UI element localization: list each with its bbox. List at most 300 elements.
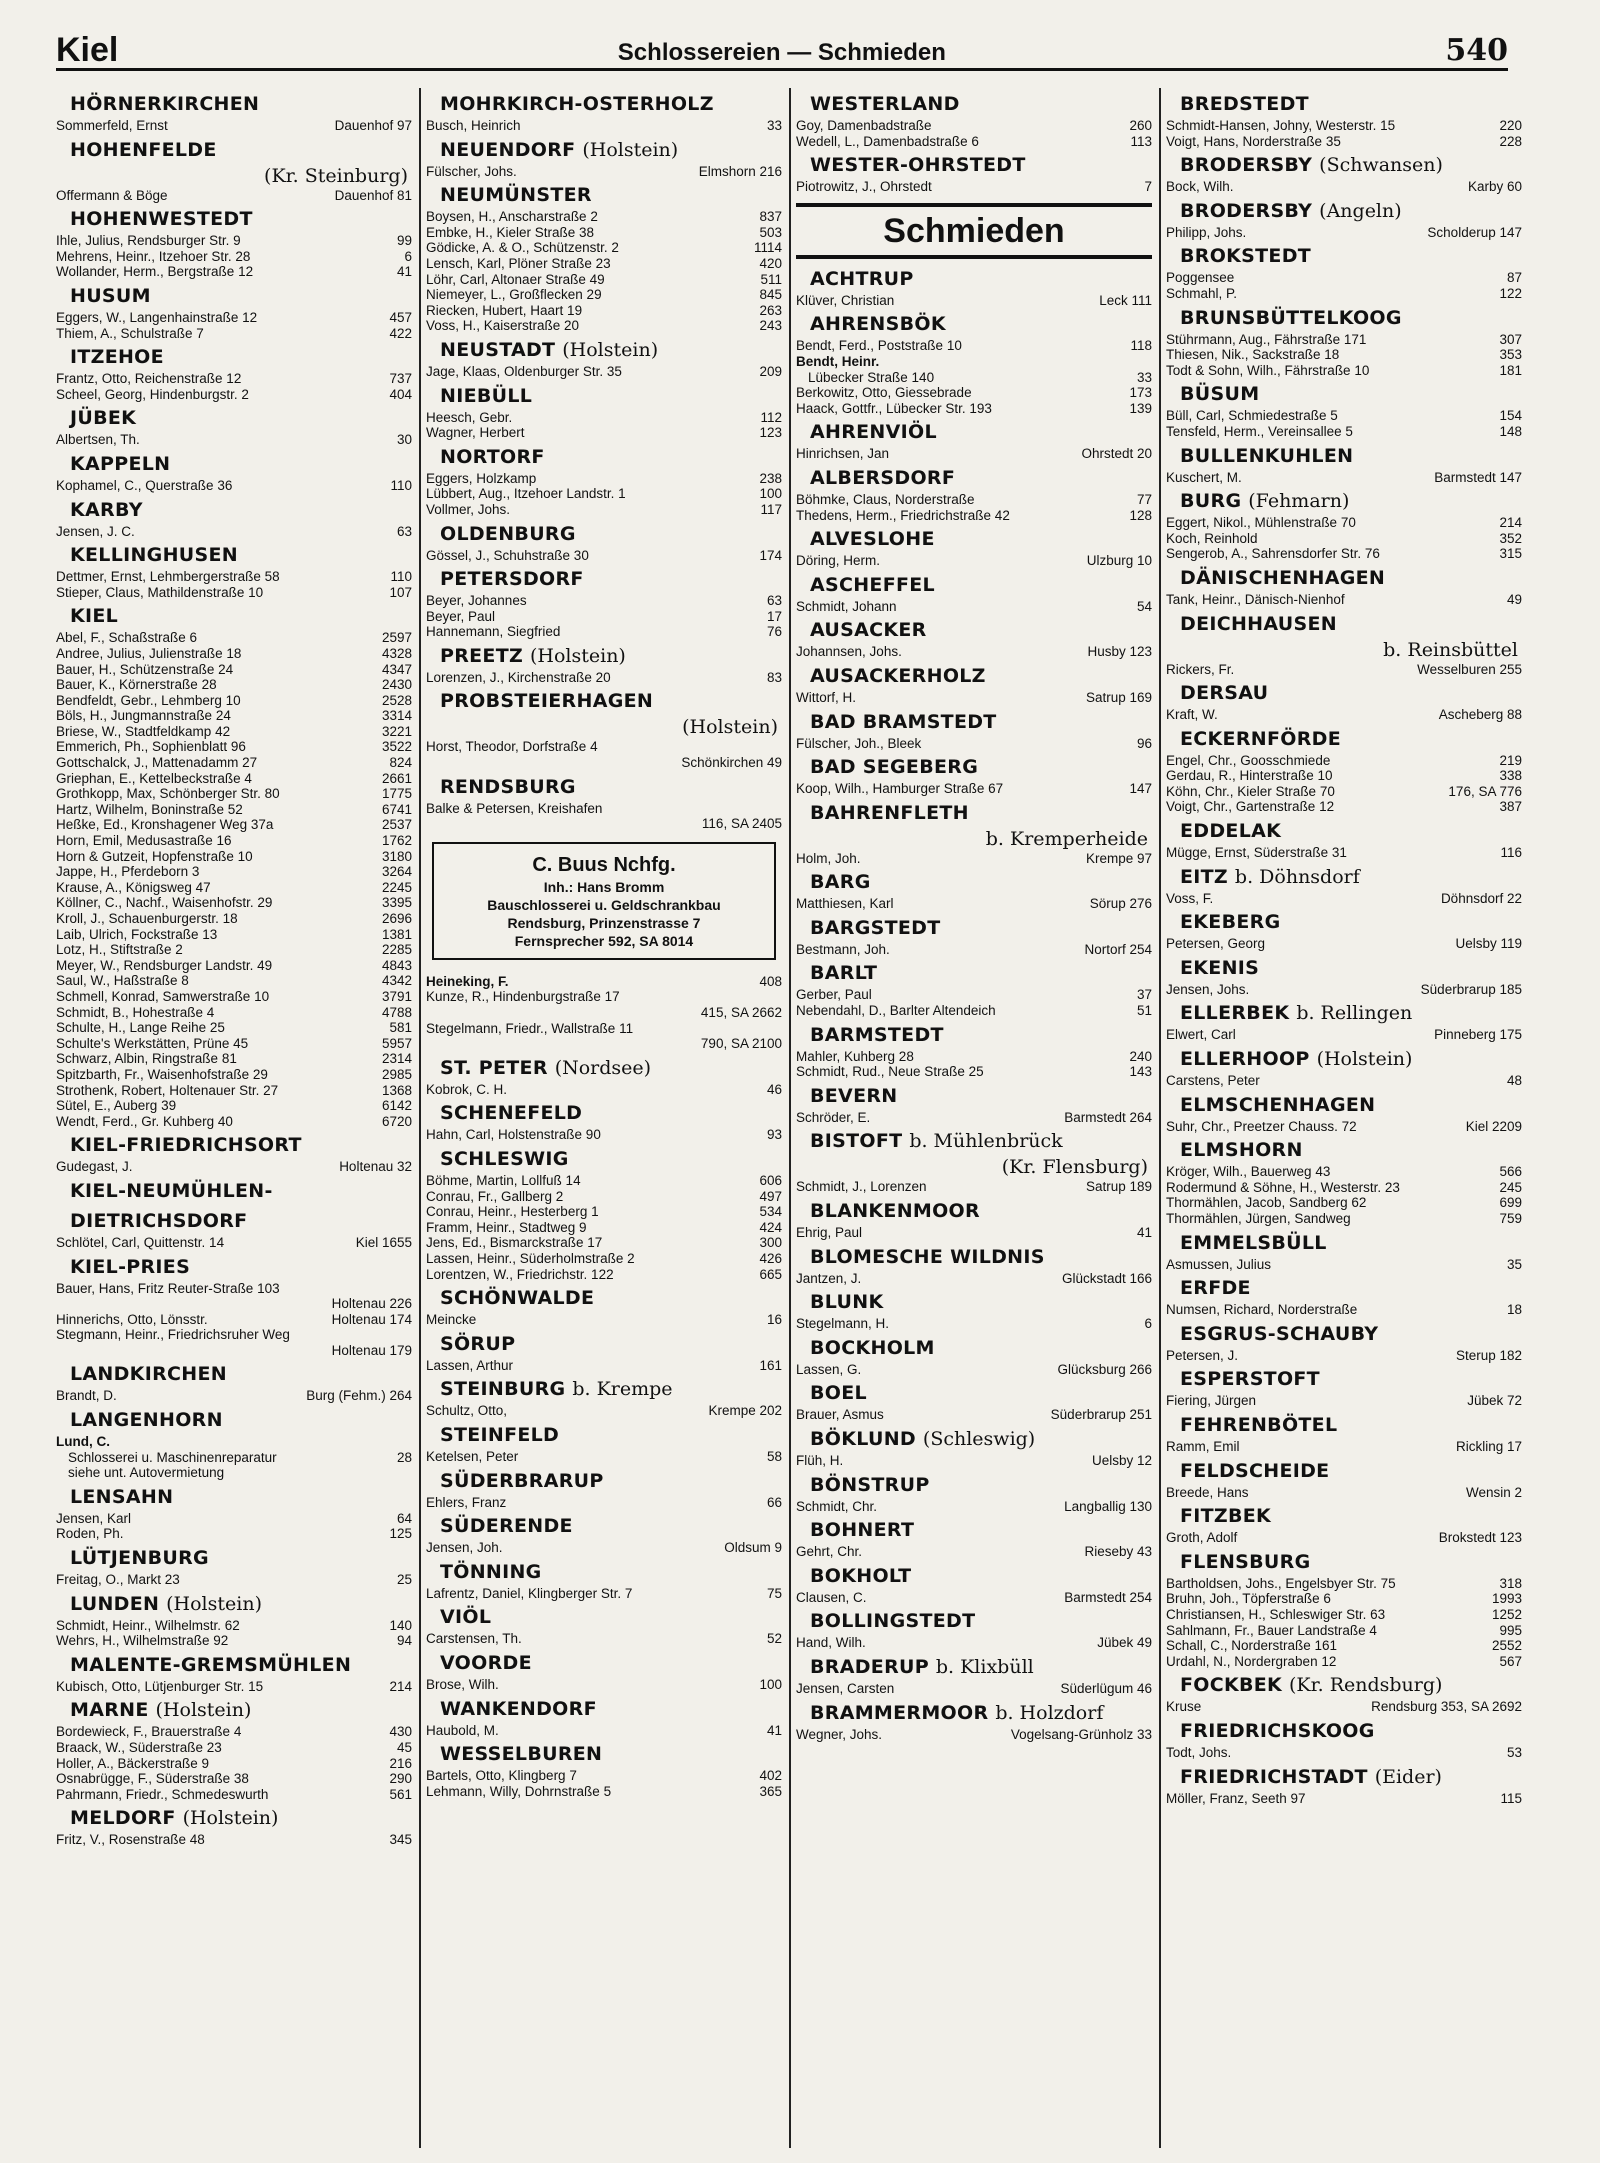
listing-entry bbox=[56, 1740, 412, 1756]
town-name: FEHRENBÖTEL bbox=[1180, 1413, 1338, 1436]
entry-name: Ketelsen, Peter bbox=[426, 1448, 519, 1464]
listing-entry bbox=[426, 1358, 782, 1374]
entry-phone: 4347 bbox=[381, 661, 412, 677]
ad-line: Inh.: Hans Bromm bbox=[543, 878, 665, 895]
entry-phone: 64 bbox=[396, 1510, 412, 1526]
town-name: ESGRUS-SCHAUBY bbox=[1180, 1322, 1379, 1345]
entry-name: Jensen, Joh. bbox=[426, 1540, 503, 1556]
entry-phone: 219 bbox=[1499, 752, 1522, 768]
entry-name: Kunze, R., Hindenburgstraße 17 bbox=[426, 989, 620, 1005]
entry-name: Wollander, Herm., Bergstraße 12 bbox=[56, 264, 254, 280]
listing-entry bbox=[426, 1540, 782, 1556]
listing-entry bbox=[796, 1681, 1152, 1697]
entry-name: Wegner, Johs. bbox=[796, 1726, 883, 1742]
town-name: NORTORF bbox=[440, 445, 545, 468]
entry-phone: 737 bbox=[389, 371, 412, 387]
entry-name: Schmahl, P. bbox=[1166, 285, 1238, 301]
entry-name: Sommerfeld, Ernst bbox=[56, 118, 168, 133]
entry-name: Nebendahl, D., Barlter Altendeich bbox=[796, 1003, 996, 1019]
entry-phone: Burg (Fehm.) 264 bbox=[306, 1388, 412, 1404]
entry-name: Sütel, E., Auberg 39 bbox=[56, 1098, 177, 1114]
entry-name: Gössel, J., Schuhstraße 30 bbox=[426, 547, 589, 563]
town-heading bbox=[1166, 1274, 1522, 1302]
town-subtitle: (Holstein) bbox=[682, 716, 778, 739]
listing-entry bbox=[796, 1271, 1152, 1287]
listing-entry bbox=[56, 1005, 412, 1021]
entry-phone: 112 bbox=[760, 409, 782, 425]
entry-phone: 245 bbox=[1499, 1179, 1522, 1195]
listing-entry bbox=[796, 1453, 1152, 1469]
entry-phone: Pinneberg 175 bbox=[1434, 1027, 1522, 1043]
town-name: HOHENWESTEDT bbox=[70, 208, 253, 231]
listing-entry bbox=[426, 1127, 782, 1143]
town-heading bbox=[426, 1054, 782, 1082]
listing-entry bbox=[56, 802, 412, 818]
listing-entry bbox=[796, 492, 1152, 508]
entry-name: Lübbert, Aug., Itzehoer Landstr. 1 bbox=[426, 486, 626, 502]
entry-phone: 96 bbox=[1136, 735, 1152, 751]
town-heading bbox=[1166, 564, 1522, 592]
listing-entry bbox=[796, 1362, 1152, 1378]
entry-phone: 307 bbox=[1499, 331, 1522, 347]
entry-phone: Kiel 2209 bbox=[1465, 1118, 1522, 1134]
town-suffix: (Schwansen) bbox=[1319, 154, 1443, 177]
listing-entry bbox=[56, 1235, 412, 1251]
entry-phone: 1381 bbox=[381, 926, 412, 942]
town-suffix: (Holstein) bbox=[182, 1807, 279, 1830]
listing-entry bbox=[1166, 982, 1522, 998]
town-name: BAHRENFLETH bbox=[810, 801, 969, 824]
listing-entry bbox=[56, 478, 412, 494]
town-name: KIEL-PRIES bbox=[70, 1255, 191, 1278]
ad-title: C. Buus Nchfg. bbox=[532, 853, 676, 876]
listing-entry bbox=[1166, 1576, 1522, 1592]
listing-entry bbox=[56, 1343, 412, 1359]
entry-name: Johannsen, Johs. bbox=[796, 644, 902, 660]
listing-entry bbox=[426, 1495, 782, 1511]
entry-phone: 2661 bbox=[381, 770, 412, 786]
entry-name: Böhmke, Claus, Norderstraße bbox=[796, 491, 975, 507]
entry-phone: 128 bbox=[1129, 507, 1152, 523]
town-name: BRUNSBÜTTELKOOG bbox=[1180, 306, 1402, 329]
entry-name: Thiem, A., Schulstraße 7 bbox=[56, 325, 204, 341]
entry-phone: 2537 bbox=[381, 817, 412, 833]
listing-entry bbox=[56, 1771, 412, 1787]
entry-name: Schlötel, Carl, Quittenstr. 14 bbox=[56, 1234, 225, 1250]
entry-phone: 173 bbox=[1129, 385, 1152, 401]
entry-phone: Krempe 97 bbox=[1085, 850, 1152, 866]
listing-entry bbox=[56, 264, 412, 280]
entry-name: Dettmer, Ernst, Lehmbergerstraße 58 bbox=[56, 569, 280, 585]
entry-phone: Barmstedt 254 bbox=[1064, 1589, 1152, 1605]
column-2 bbox=[426, 88, 782, 2148]
entry-phone: Glückstadt 166 bbox=[1061, 1270, 1152, 1286]
town-name: AHRENVIÖL bbox=[810, 421, 937, 444]
listing-entry bbox=[1166, 225, 1522, 241]
entry-phone: 2528 bbox=[381, 692, 412, 708]
town-heading bbox=[56, 1544, 412, 1572]
entry-name: Bendt, Ferd., Poststraße 10 bbox=[796, 338, 962, 354]
entry-phone: 6 bbox=[404, 248, 412, 264]
entry-phone: 209 bbox=[759, 363, 782, 379]
listing-entry bbox=[426, 1220, 782, 1236]
entry-name: Asmussen, Julius bbox=[1166, 1256, 1272, 1272]
town-subtitle: (Kr. Flensburg) bbox=[1001, 1156, 1148, 1179]
listing-entry bbox=[56, 1296, 412, 1312]
town-heading bbox=[1166, 151, 1522, 179]
town-name: BARMSTEDT bbox=[810, 1023, 944, 1046]
entry-phone: 75 bbox=[766, 1585, 782, 1601]
town-name: FRIEDRICHSTADT bbox=[1180, 1765, 1368, 1788]
town-name: BEVERN bbox=[810, 1084, 898, 1107]
listing-entry bbox=[56, 662, 412, 678]
town-heading bbox=[796, 1334, 1152, 1362]
town-name: BARGSTEDT bbox=[810, 916, 941, 939]
entry-phone: 94 bbox=[396, 1633, 412, 1649]
entry-phone: 100 bbox=[759, 1676, 782, 1692]
entry-phone: 4843 bbox=[381, 957, 412, 973]
entry-name: Wehrs, H., Wilhelmstraße 92 bbox=[56, 1633, 229, 1649]
listing-entry bbox=[796, 1544, 1152, 1560]
entry-name: Clausen, C. bbox=[796, 1589, 867, 1605]
section-heading: Schmieden bbox=[796, 203, 1152, 259]
listing-entry bbox=[56, 771, 412, 787]
entry-phone: 995 bbox=[1499, 1622, 1522, 1638]
entry-name: Petersen, J. bbox=[1166, 1347, 1239, 1363]
town-name: AUSACKERHOLZ bbox=[810, 664, 986, 687]
entry-phone: 52 bbox=[766, 1631, 782, 1647]
town-heading bbox=[1166, 1671, 1522, 1699]
town-heading bbox=[426, 1145, 782, 1173]
listing-entry bbox=[56, 895, 412, 911]
entry-name: Eggers, Holzkamp bbox=[426, 470, 537, 486]
listing-entry bbox=[796, 1727, 1152, 1743]
town-heading bbox=[56, 205, 412, 233]
town-suffix: (Schleswig) bbox=[922, 1428, 1036, 1450]
town-heading bbox=[426, 1421, 782, 1449]
entry-phone: 99 bbox=[396, 233, 412, 249]
town-name: OLDENBURG bbox=[440, 522, 576, 545]
entry-phone: 176, SA 776 bbox=[1448, 783, 1522, 799]
listing-entry bbox=[1166, 753, 1522, 769]
listing-entry bbox=[1166, 1439, 1522, 1455]
town-name: WESTER-OHRSTEDT bbox=[810, 154, 1026, 177]
entry-phone: 123 bbox=[759, 425, 782, 441]
entry-phone: 790, SA 2100 bbox=[700, 1036, 782, 1052]
entry-phone: 1775 bbox=[381, 786, 412, 802]
town-suffix: b. Mühlenbrück bbox=[909, 1130, 1063, 1153]
town-heading bbox=[796, 708, 1152, 736]
town-name: BARLT bbox=[810, 962, 878, 985]
entry-name: Grothkopp, Max, Schönberger Str. 80 bbox=[56, 786, 280, 802]
listing-entry bbox=[796, 118, 1152, 134]
town-heading bbox=[56, 1406, 412, 1434]
entry-name: Bartholdsen, Johs., Engelsbyer Str. 75 bbox=[1166, 1575, 1396, 1591]
entry-name: Schmidt, Johann bbox=[796, 598, 897, 614]
town-name: BOHNERT bbox=[810, 1519, 915, 1542]
town-name: ELMSCHENHAGEN bbox=[1180, 1093, 1376, 1116]
entry-phone: 4342 bbox=[381, 973, 412, 989]
column-divider bbox=[419, 88, 421, 2148]
town-heading bbox=[56, 1177, 412, 1205]
town-name: NEUMÜNSTER bbox=[440, 184, 592, 207]
entry-name: Heineking, F. bbox=[426, 973, 509, 989]
entry-phone: 352 bbox=[1499, 530, 1522, 546]
entry-phone: 3180 bbox=[381, 848, 412, 864]
town-name: STEINBURG bbox=[440, 1378, 566, 1401]
entry-phone: Karby 60 bbox=[1467, 179, 1522, 195]
entry-phone: Rickling 17 bbox=[1455, 1438, 1522, 1454]
town-heading bbox=[796, 1379, 1152, 1407]
entry-name: Scheel, Georg, Hindenburgstr. 2 bbox=[56, 386, 249, 402]
town-heading bbox=[796, 90, 1152, 118]
town-heading bbox=[796, 151, 1152, 179]
listing-entry bbox=[426, 364, 782, 380]
listing-entry bbox=[426, 609, 782, 625]
entry-phone: 125 bbox=[389, 1526, 412, 1542]
listing-entry bbox=[796, 690, 1152, 706]
entry-name: Stegelmann, H. bbox=[796, 1316, 890, 1332]
entry-phone: Jübek 49 bbox=[1097, 1635, 1152, 1651]
listing-entry bbox=[56, 1327, 412, 1343]
entry-phone: Holtenau 179 bbox=[331, 1342, 412, 1358]
entry-name: Kraft, W. bbox=[1166, 707, 1218, 723]
entry-phone: Holtenau 226 bbox=[331, 1296, 412, 1312]
column-4 bbox=[1166, 88, 1522, 2148]
entry-phone: Uelsby 119 bbox=[1455, 936, 1522, 952]
town-heading bbox=[56, 1360, 412, 1388]
listing-entry bbox=[796, 781, 1152, 797]
entry-phone: 424 bbox=[759, 1219, 782, 1235]
entry-name: Briese, W., Stadtfeldkamp 42 bbox=[56, 723, 231, 739]
listing-entry bbox=[56, 880, 412, 896]
entry-name: Bestmann, Joh. bbox=[796, 941, 890, 957]
town-name: BREDSTEDT bbox=[1180, 93, 1309, 115]
entry-name: Jensen, Karl bbox=[56, 1510, 132, 1526]
listing-entry bbox=[1166, 936, 1522, 952]
entry-name: Kophamel, C., Querstraße 36 bbox=[56, 477, 233, 493]
entry-phone: 2285 bbox=[381, 942, 412, 958]
listing-entry bbox=[1166, 1791, 1522, 1807]
entry-name: Urdahl, N., Nordergraben 12 bbox=[1166, 1653, 1337, 1669]
entry-name: Todt & Sohn, Wilh., Fährstraße 10 bbox=[1166, 362, 1370, 378]
entry-name: Bordewieck, F., Brauerstraße 4 bbox=[56, 1724, 242, 1740]
listing-entry bbox=[1166, 408, 1522, 424]
listing-entry bbox=[426, 1251, 782, 1267]
entry-name: Lehmann, Willy, Dohrnstraße 5 bbox=[426, 1783, 612, 1799]
town-heading bbox=[796, 753, 1152, 781]
town-heading bbox=[1166, 242, 1522, 270]
entry-phone: 300 bbox=[759, 1235, 782, 1251]
listing-entry bbox=[56, 1083, 412, 1099]
entry-name: Lassen, Arthur bbox=[426, 1357, 514, 1373]
entry-phone: 17 bbox=[766, 608, 782, 624]
entry-name: Thedens, Herm., Friedrichstraße 42 bbox=[796, 507, 1010, 523]
listing-entry bbox=[796, 401, 1152, 417]
town-suffix: (Nordsee) bbox=[554, 1056, 652, 1079]
town-heading bbox=[56, 136, 412, 164]
entry-phone: 837 bbox=[759, 209, 782, 225]
entry-phone: 2985 bbox=[381, 1066, 412, 1082]
town-name: STEINFELD bbox=[440, 1423, 560, 1446]
entry-phone: Leck 111 bbox=[1099, 292, 1152, 308]
entry-name: Bauer, Hans, Fritz Reuter-Straße 103 bbox=[56, 1280, 280, 1296]
town-heading bbox=[796, 1516, 1152, 1544]
listing-entry bbox=[1166, 662, 1522, 678]
entry-name: Christiansen, H., Schleswiger Str. 63 bbox=[1166, 1606, 1386, 1622]
entry-phone: Langballig 130 bbox=[1064, 1498, 1152, 1514]
entry-phone: Süderlügum 46 bbox=[1060, 1680, 1152, 1696]
listing-entry bbox=[426, 272, 782, 288]
town-heading bbox=[796, 1425, 1152, 1453]
town-heading bbox=[56, 1590, 412, 1618]
entry-name: Bendfeldt, Gebr., Lehmberg 10 bbox=[56, 692, 241, 708]
town-name: BROKSTEDT bbox=[1180, 245, 1312, 268]
entry-phone: Sörup 276 bbox=[1089, 896, 1152, 912]
entry-name: Lund, C. bbox=[56, 1434, 110, 1450]
listing-entry bbox=[1166, 845, 1522, 861]
town-name: BÖKLUND bbox=[810, 1428, 916, 1450]
listing-entry bbox=[796, 1590, 1152, 1606]
entry-name: Jappe, H., Pferdeborn 3 bbox=[56, 864, 200, 880]
town-name: DÄNISCHENHAGEN bbox=[1180, 566, 1386, 589]
entry-phone: 161 bbox=[759, 1357, 782, 1373]
entry-name: Voss, F. bbox=[1166, 890, 1214, 906]
listing-entry bbox=[796, 1049, 1152, 1065]
entry-phone: Satrup 169 bbox=[1085, 689, 1152, 705]
listing-entry bbox=[56, 958, 412, 974]
entry-phone: Husby 123 bbox=[1087, 644, 1152, 660]
entry-phone: 122 bbox=[1499, 285, 1522, 301]
entry-phone: Brokstedt 123 bbox=[1438, 1530, 1522, 1546]
entry-name: Vollmer, Johs. bbox=[426, 501, 511, 517]
entry-phone: 6 bbox=[1144, 1316, 1152, 1332]
town-suffix: (Fehmarn) bbox=[1248, 490, 1350, 513]
listing-entry bbox=[56, 1159, 412, 1175]
town-name: BRODERSBY bbox=[1180, 154, 1313, 177]
town-heading bbox=[796, 914, 1152, 942]
entry-name: Albertsen, Th. bbox=[56, 432, 140, 448]
town-heading bbox=[1166, 1091, 1522, 1119]
listing-entry bbox=[56, 310, 412, 326]
listing-entry bbox=[1166, 768, 1522, 784]
entry-name: Piotrowitz, J., Ohrstedt bbox=[796, 179, 932, 195]
entry-phone: 54 bbox=[1136, 598, 1152, 614]
listing-entry bbox=[1166, 1164, 1522, 1180]
town-subtitle: b. Kremperheide bbox=[985, 827, 1148, 850]
listing-entry bbox=[1166, 1119, 1522, 1135]
entry-name: Framm, Heinr., Stadtweg 9 bbox=[426, 1219, 587, 1235]
entry-name: Löhr, Carl, Altonaer Straße 49 bbox=[426, 271, 605, 287]
entry-phone: Rendsburg 353, SA 2692 bbox=[1371, 1699, 1522, 1715]
entry-phone: 238 bbox=[759, 470, 782, 486]
entry-phone: 116 bbox=[1500, 845, 1522, 861]
town-name: MARNE bbox=[70, 1699, 149, 1722]
town-name: BOCKHOLM bbox=[810, 1336, 935, 1359]
entry-phone: Elmshorn 216 bbox=[698, 163, 782, 179]
entry-phone: 53 bbox=[1506, 1744, 1522, 1760]
entry-name: Lorentzen, W., Friedrichstr. 122 bbox=[426, 1266, 614, 1282]
listing-entry bbox=[796, 1316, 1152, 1332]
listing-entry bbox=[426, 670, 782, 686]
entry-name: Jensen, Carsten bbox=[796, 1680, 895, 1696]
listing-entry bbox=[56, 1526, 412, 1542]
entry-phone: 3314 bbox=[381, 708, 412, 724]
town-name: BÜSUM bbox=[1180, 383, 1260, 406]
listing-entry bbox=[1166, 332, 1522, 348]
entry-name: Rodermund & Söhne, H., Westerstr. 23 bbox=[1166, 1179, 1400, 1195]
listing-entry bbox=[426, 287, 782, 303]
town-name: SÖRUP bbox=[440, 1332, 516, 1355]
entry-phone: Dauenhof 97 bbox=[334, 118, 412, 133]
entry-name: Büll, Carl, Schmiedestraße 5 bbox=[1166, 408, 1338, 424]
listing-entry bbox=[56, 739, 412, 755]
listing-entry bbox=[56, 1098, 412, 1114]
town-name: ERFDE bbox=[1180, 1277, 1251, 1300]
town-name: FOCKBEK bbox=[1180, 1674, 1283, 1697]
entry-name: Beyer, Johannes bbox=[426, 593, 527, 609]
listing-entry bbox=[1166, 363, 1522, 379]
entry-name: Döring, Herm. bbox=[796, 553, 881, 569]
entry-phone: 110 bbox=[390, 569, 412, 585]
entry-phone: 2245 bbox=[381, 879, 412, 895]
listing-entry bbox=[426, 225, 782, 241]
listing-entry bbox=[796, 370, 1152, 386]
listing-entry bbox=[796, 1064, 1152, 1080]
town-heading bbox=[56, 282, 412, 310]
entry-phone: 76 bbox=[766, 624, 782, 640]
listing-entry bbox=[1166, 347, 1522, 363]
entry-phone: Ohrstedt 20 bbox=[1081, 446, 1152, 462]
entry-phone: 100 bbox=[759, 486, 782, 502]
entry-phone: 315 bbox=[1499, 546, 1522, 562]
town-name: BLANKENMOOR bbox=[810, 1200, 980, 1223]
town-heading bbox=[796, 1699, 1152, 1727]
listing-entry bbox=[426, 318, 782, 334]
entry-phone: Barmstedt 264 bbox=[1064, 1109, 1152, 1125]
listing-entry bbox=[56, 1756, 412, 1772]
listing-entry bbox=[1166, 1348, 1522, 1364]
entry-name: Böls, H., Jungmannstraße 24 bbox=[56, 708, 231, 724]
listing-entry bbox=[426, 118, 782, 134]
entry-phone: 140 bbox=[389, 1617, 412, 1633]
town-heading bbox=[56, 1483, 412, 1511]
town-heading bbox=[1166, 954, 1522, 982]
listing-entry bbox=[426, 624, 782, 640]
listing-entry bbox=[426, 1005, 782, 1021]
town-name: NEUENDORF bbox=[440, 138, 576, 161]
entry-name: Pahrmann, Friedr., Schmedeswurth bbox=[56, 1786, 269, 1802]
town-name: SCHLESWIG bbox=[440, 1148, 569, 1170]
entry-name: Jantzen, J. bbox=[796, 1270, 862, 1286]
entry-name: Lensch, Karl, Plöner Straße 23 bbox=[426, 255, 611, 271]
listing-entry bbox=[796, 987, 1152, 1003]
town-subtitle: b. Reinsbüttel bbox=[1383, 638, 1518, 661]
entry-name: Kruse bbox=[1166, 1699, 1202, 1715]
entry-name: Tensfeld, Herm., Vereinsallee 5 bbox=[1166, 423, 1353, 439]
entry-phone: Wesselburen 255 bbox=[1417, 661, 1522, 677]
entry-phone: 824 bbox=[389, 755, 412, 771]
town-name: BISTOFT bbox=[810, 1130, 903, 1153]
town-heading bbox=[426, 443, 782, 471]
entry-name: Fülscher, Johs. bbox=[426, 163, 517, 179]
entry-phone: 2430 bbox=[381, 677, 412, 693]
entry-phone: 759 bbox=[1499, 1211, 1522, 1226]
town-name: VIÖL bbox=[440, 1606, 492, 1629]
page-number: 540 bbox=[1445, 33, 1508, 68]
entry-name: Schmidt, B., Hohestraße 4 bbox=[56, 1004, 215, 1020]
entry-phone: 48 bbox=[1506, 1073, 1522, 1089]
